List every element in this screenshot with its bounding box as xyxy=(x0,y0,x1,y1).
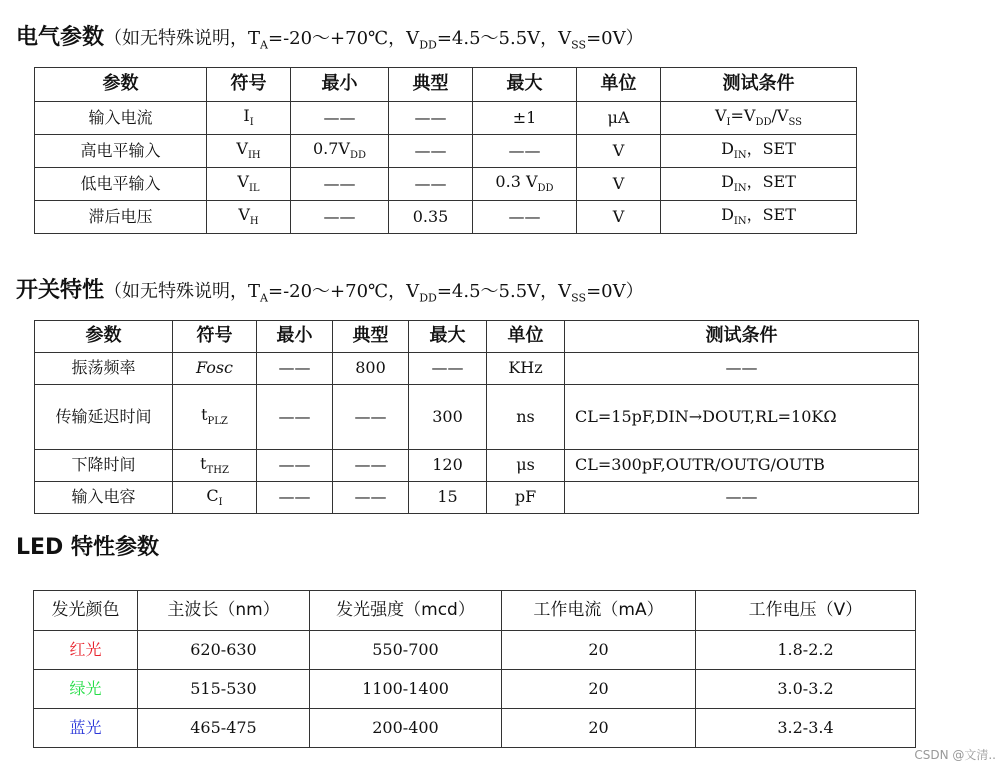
unit: pF xyxy=(487,482,565,514)
min-value: —— xyxy=(257,450,333,482)
min-value: —— xyxy=(257,353,333,385)
param-name: 低电平输入 xyxy=(35,168,207,201)
typ-value: —— xyxy=(333,385,409,450)
min-value: —— xyxy=(291,201,389,234)
test-condition: $V_I=V_{DD}/V_{SS}$ xyxy=(661,102,857,135)
table-header-row xyxy=(35,68,857,102)
typ-value: 0.35 xyxy=(389,201,473,234)
test-condition: —— xyxy=(565,482,919,514)
current: 20 xyxy=(502,709,696,748)
header-cell: 符号 xyxy=(207,68,291,102)
param-name: 振荡频率 xyxy=(35,353,173,385)
param-name: 滞后电压 xyxy=(35,201,207,234)
typ-value: —— xyxy=(389,102,473,135)
typ-value: —— xyxy=(389,168,473,201)
param-name: 传输延迟时间 xyxy=(35,385,173,450)
symbol: Fosc xyxy=(173,353,257,385)
header-cell: 测试条件 xyxy=(661,68,857,102)
wavelength: 515-530 xyxy=(138,670,310,709)
header-cell: 典型 xyxy=(389,68,473,102)
max-value: —— xyxy=(473,201,577,234)
unit: V xyxy=(577,168,661,201)
table-row xyxy=(35,102,857,135)
intensity: 200-400 xyxy=(310,709,502,748)
typ-value: —— xyxy=(333,482,409,514)
table-header-row xyxy=(34,591,916,631)
switching-params-table xyxy=(34,320,919,514)
voltage: 3.0-3.2 xyxy=(696,670,916,709)
header-cell: 最小 xyxy=(291,68,389,102)
max-value: —— xyxy=(409,353,487,385)
table-row xyxy=(35,168,857,201)
table-header-row xyxy=(35,321,919,353)
symbol: $V_{IL}$ xyxy=(207,168,291,201)
header-cell: 参数 xyxy=(35,68,207,102)
condition-text: （如无特殊说明，$T_A=-20\sim+70℃$，$V_{DD}=4.5\sim 5.5V$，$V_{SS}=0V$） xyxy=(104,281,644,305)
electrical-params-table xyxy=(34,67,857,234)
max-value: 120 xyxy=(409,450,487,482)
min-value: —— xyxy=(291,102,389,135)
led-color-blue: 蓝光 xyxy=(34,709,138,748)
section-title-led: LED 特性参数 xyxy=(16,535,159,560)
symbol: $I_I$ xyxy=(207,102,291,135)
table-row xyxy=(35,482,919,514)
test-condition: CL=15pF,DIN→DOUT,RL=10KΩ xyxy=(565,385,919,450)
symbol: $t_{THZ}$ xyxy=(173,450,257,482)
param-name: 下降时间 xyxy=(35,450,173,482)
test-condition: $D_{IN}$，SET xyxy=(661,135,857,168)
intensity: 1100-1400 xyxy=(310,670,502,709)
wavelength: 465-475 xyxy=(138,709,310,748)
max-value: —— xyxy=(473,135,577,168)
table-row xyxy=(34,709,916,748)
max-value: 300 xyxy=(409,385,487,450)
watermark: CSDN @文清.. xyxy=(914,748,996,762)
symbol: $C_I$ xyxy=(173,482,257,514)
voltage: 1.8-2.2 xyxy=(696,631,916,670)
test-condition: —— xyxy=(565,353,919,385)
min-value: —— xyxy=(291,168,389,201)
test-condition: $D_{IN}$，SET xyxy=(661,201,857,234)
symbol: $V_{IH}$ xyxy=(207,135,291,168)
header-cell: 符号 xyxy=(173,321,257,353)
header-cell: 发光强度（mcd） xyxy=(310,591,502,631)
header-cell: 单位 xyxy=(487,321,565,353)
param-name: 输入电流 xyxy=(35,102,207,135)
header-cell: 最小 xyxy=(257,321,333,353)
header-cell: 工作电流（mA） xyxy=(502,591,696,631)
intensity: 550-700 xyxy=(310,631,502,670)
current: 20 xyxy=(502,631,696,670)
table-row xyxy=(34,631,916,670)
header-cell: 最大 xyxy=(473,68,577,102)
condition-text: （如无特殊说明，$T_A=-20\sim+70℃$，$V_{DD}=4.5\sim 5.5V$，$V_{SS}=0V$） xyxy=(104,28,644,52)
table-row xyxy=(34,670,916,709)
header-cell: 典型 xyxy=(333,321,409,353)
min-value: —— xyxy=(257,482,333,514)
header-cell: 发光颜色 xyxy=(34,591,138,631)
unit: μA xyxy=(577,102,661,135)
section-title-electrical: 电气参数（如无特殊说明，$T_A=-20\sim+70℃$，$V_{DD}=4.5\sim 5.5V$，$V_{SS}=0V$） xyxy=(16,25,644,52)
header-cell: 主波长（nm） xyxy=(138,591,310,631)
table-row xyxy=(35,450,919,482)
unit: V xyxy=(577,135,661,168)
symbol: $t_{PLZ}$ xyxy=(173,385,257,450)
unit: V xyxy=(577,201,661,234)
max-value: 15 xyxy=(409,482,487,514)
led-color-red: 红光 xyxy=(34,631,138,670)
test-condition: $D_{IN}$，SET xyxy=(661,168,857,201)
typ-value: —— xyxy=(333,450,409,482)
section-title-switching: 开关特性（如无特殊说明，$T_A=-20\sim+70℃$，$V_{DD}=4.5\sim 5.5V$，$V_{SS}=0V$） xyxy=(16,278,644,305)
min-value: —— xyxy=(257,385,333,450)
unit: KHz xyxy=(487,353,565,385)
header-cell: 参数 xyxy=(35,321,173,353)
typ-value: 800 xyxy=(333,353,409,385)
header-cell: 测试条件 xyxy=(565,321,919,353)
symbol: $V_H$ xyxy=(207,201,291,234)
param-name: 输入电容 xyxy=(35,482,173,514)
table-row xyxy=(35,135,857,168)
table-row xyxy=(35,201,857,234)
wavelength: 620-630 xyxy=(138,631,310,670)
current: 20 xyxy=(502,670,696,709)
voltage: 3.2-3.4 xyxy=(696,709,916,748)
test-condition: CL=300pF,OUTR/OUTG/OUTB xyxy=(565,450,919,482)
param-name: 高电平输入 xyxy=(35,135,207,168)
header-cell: 单位 xyxy=(577,68,661,102)
typ-value: —— xyxy=(389,135,473,168)
min-value: $0.7V_{DD}$ xyxy=(291,135,389,168)
led-params-table xyxy=(33,590,916,748)
unit: μs xyxy=(487,450,565,482)
table-row xyxy=(35,385,919,450)
unit: ns xyxy=(487,385,565,450)
header-cell: 工作电压（V） xyxy=(696,591,916,631)
max-value: ±1 xyxy=(473,102,577,135)
table-row xyxy=(35,353,919,385)
led-color-green: 绿光 xyxy=(34,670,138,709)
max-value: 0.3 $V_{DD}$ xyxy=(473,168,577,201)
header-cell: 最大 xyxy=(409,321,487,353)
